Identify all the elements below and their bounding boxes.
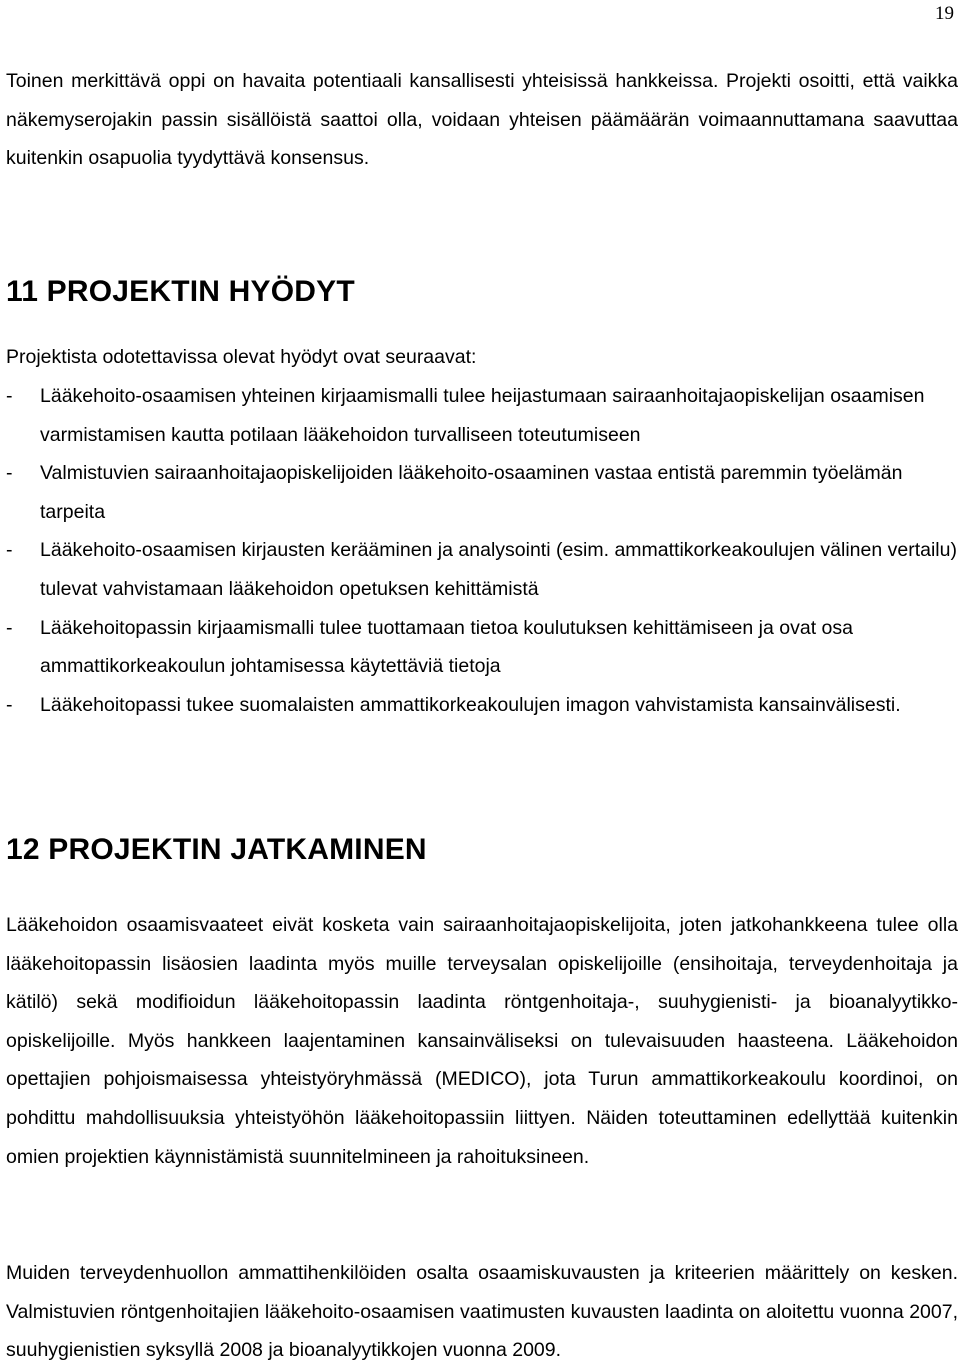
bullet-dash: -	[6, 462, 13, 485]
list-item	[6, 609, 958, 686]
bullet-dash: -	[6, 616, 13, 639]
list-item	[6, 454, 958, 531]
benefits-list	[6, 377, 958, 724]
list-item-text: Lääkehoitopassi tukee suomalaisten ammattikorkeakoulujen imagon vahvistamista kansainvälisesti.	[40, 693, 901, 716]
bullet-dash: -	[6, 385, 13, 407]
list-item-text: Lääkehoitopassin kirjaamismalli tulee tuottamaan tietoa koulutuksen kehittämiseen ja ovat osa ammattikorkeakoulun johtamisessa käytettäviä tietoja	[40, 616, 853, 678]
list-item	[6, 686, 958, 725]
list-item	[6, 377, 958, 454]
section-12-heading: 12 PROJEKTIN JATKAMINEN	[6, 833, 427, 866]
section-11-lead: Projektista odotettavissa olevat hyödyt ovat seuraavat:	[6, 346, 477, 368]
list-item-text: Lääkehoito-osaamisen kirjausten kerääminen ja analysointi (esim. ammattikorkeakoulujen välinen vertailu) tulevat vahvistamaan lääkehoidon opetuksen kehittämistä	[40, 539, 957, 600]
section-12-paragraph-2: Muiden terveydenhuollon ammattihenkilöiden osalta osaamiskuvausten ja kriteerien määrittely on kesken. Valmistuvien röntgenhoitajien lääkehoito-osaamisen vaatimusten kuvausten laadinta on aloitettu vuonna 2007, suuhygienistien syksyllä 2008 ja bioanalyytikkojen vuonna 2009.	[6, 1262, 958, 1362]
bullet-dash: -	[6, 539, 13, 562]
list-item-text: Valmistuvien sairaanhoitajaopiskelijoiden lääkehoito-osaaminen vastaa entistä paremmin työelämän tarpeita	[40, 462, 903, 523]
page-number: 19	[935, 3, 954, 24]
section-12-paragraph-1: Lääkehoidon osaamisvaateet eivät kosketa vain sairaanhoitajaopiskelijoita, joten jatkohankkeena tulee olla lääkehoitopassin lisäosien laadinta myös muille terveysalan opiskelijoille (ensihoitaja, terveydenhoitaja ja kätilö) sekä modifioidun lääkehoitopassin laadinta röntgenhoitaja-, suuhygienisti- ja bioanalyytikko- opiskelijoille. Myös hankkeen laajentaminen kansainväliseksi on tulevaisuuden haasteena. Lääkehoidon opettajien pohjoismaisessa yhteistyöryhmässä (MEDICO), jota Turun ammattikorkeakoulu koordinoi, on pohdittu mahdollisuuksia yhteistyöhön lääkehoitopassiin liittyen. Näiden toteuttaminen edellyttää kuitenkin omien projektien käynnistämistä suunnitelmineen ja rahoituksineen.	[6, 914, 958, 1168]
section-11-heading: 11 PROJEKTIN HYÖDYT	[6, 275, 355, 308]
bullet-dash: -	[6, 693, 13, 716]
list-item-text: Lääkehoito-osaamisen yhteinen kirjaamismalli tulee heijastumaan sairaanhoitajaopiskelijan osaamisen varmistamisen kautta potilaan lääkehoidon turvalliseen toteutumiseen	[40, 385, 925, 446]
intro-paragraph: Toinen merkittävä oppi on havaita potentiaali kansallisesti yhteisissä hankkeissa. Projekti osoitti, että vaikka näkemyserojakin passin sisällöistä saattoi olla, voidaan yhteisen päämäärän voimaannuttamana saavuttaa kuitenkin osapuolia tyydyttävä konsensus.	[6, 70, 958, 170]
list-item	[6, 531, 958, 608]
